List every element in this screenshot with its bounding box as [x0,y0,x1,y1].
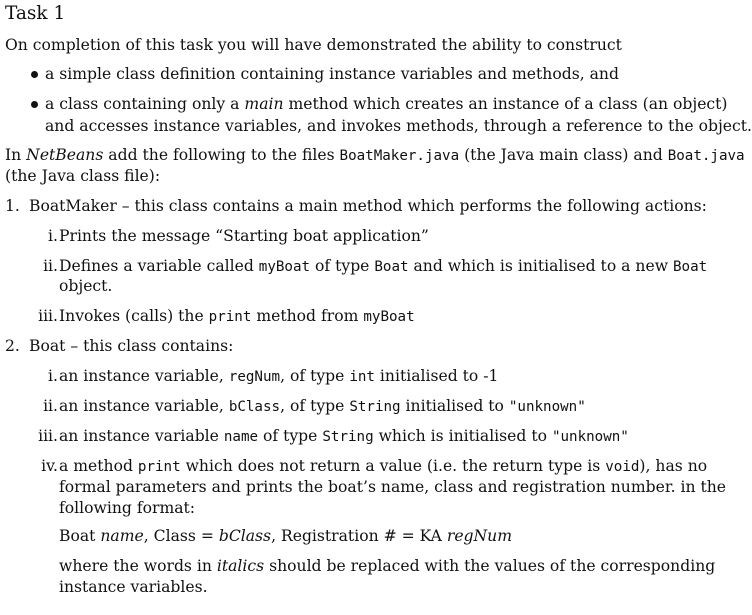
section-1-item-ii-line-2: object. [59,277,113,295]
section-2-item-ii-text: an instance variable, bClass, of type String initialised to "unknown" [59,397,586,415]
section-2-item-iv-number: iv. [41,457,58,475]
section-2-item-i-text: an instance variable, regNum, of type int initialised to -1 [59,367,499,385]
print-format-line: Boat name, Class = bClass, Registration # = KA regNum [59,527,512,545]
section-2-item-iv-line-3: following format: [59,499,196,517]
section-1-item-i-text: Prints the message “Starting boat application” [59,227,429,245]
section-2-item-i-number: i. [48,367,58,385]
section-1-item-i-number: i. [48,227,58,245]
task-title: Task 1 [5,3,66,24]
section-2-item-iii-number: iii. [38,427,58,445]
section-1-heading: BoatMaker – this class contains a main method which performs the following actions: [29,197,707,215]
section-2-heading: Boat – this class contains: [29,337,234,355]
section-2-item-iii-text: an instance variable name of type String which is initialised to "unknown" [59,427,629,445]
section-2-item-ii-number: ii. [43,397,58,415]
bullet-2-line-1: a class containing only a main method which creates an instance of a class (an object) [45,95,728,113]
section-1-item-iii-text: Invokes (calls) the print method from myBoat [59,307,415,325]
section-1-item-ii-number: ii. [43,257,58,275]
section-2-item-iv-line-2: formal parameters and prints the boat’s name, class and registration number. in the [59,478,727,496]
instructions-line-2: (the Java class file): [5,167,161,185]
instructions-line-1: In NetBeans add the following to the files BoatMaker.java (the Java main class) and Boat.java [5,146,745,164]
where-note-line-2: instance variables. [59,578,208,596]
bullet-1-text: a simple class definition containing instance variables and methods, and [45,65,619,83]
section-1-number: 1. [5,197,20,215]
bullet-dot [31,71,38,78]
bullet-2-line-2: and accesses instance variables, and invokes methods, through a reference to the object. [45,117,752,135]
section-2-item-iv-line-1: a method print which does not return a value (i.e. the return type is void), has no [59,457,708,475]
section-1-item-ii-line-1: Defines a variable called myBoat of type Boat and which is initialised to a new Boat [59,257,708,275]
intro-text: On completion of this task you will have demonstrated the ability to construct [5,36,622,54]
bullet-dot [31,101,38,108]
section-1-item-iii-number: iii. [38,307,58,325]
section-2-number: 2. [5,337,20,355]
where-note-line-1: where the words in italics should be replaced with the values of the corresponding [59,557,716,575]
